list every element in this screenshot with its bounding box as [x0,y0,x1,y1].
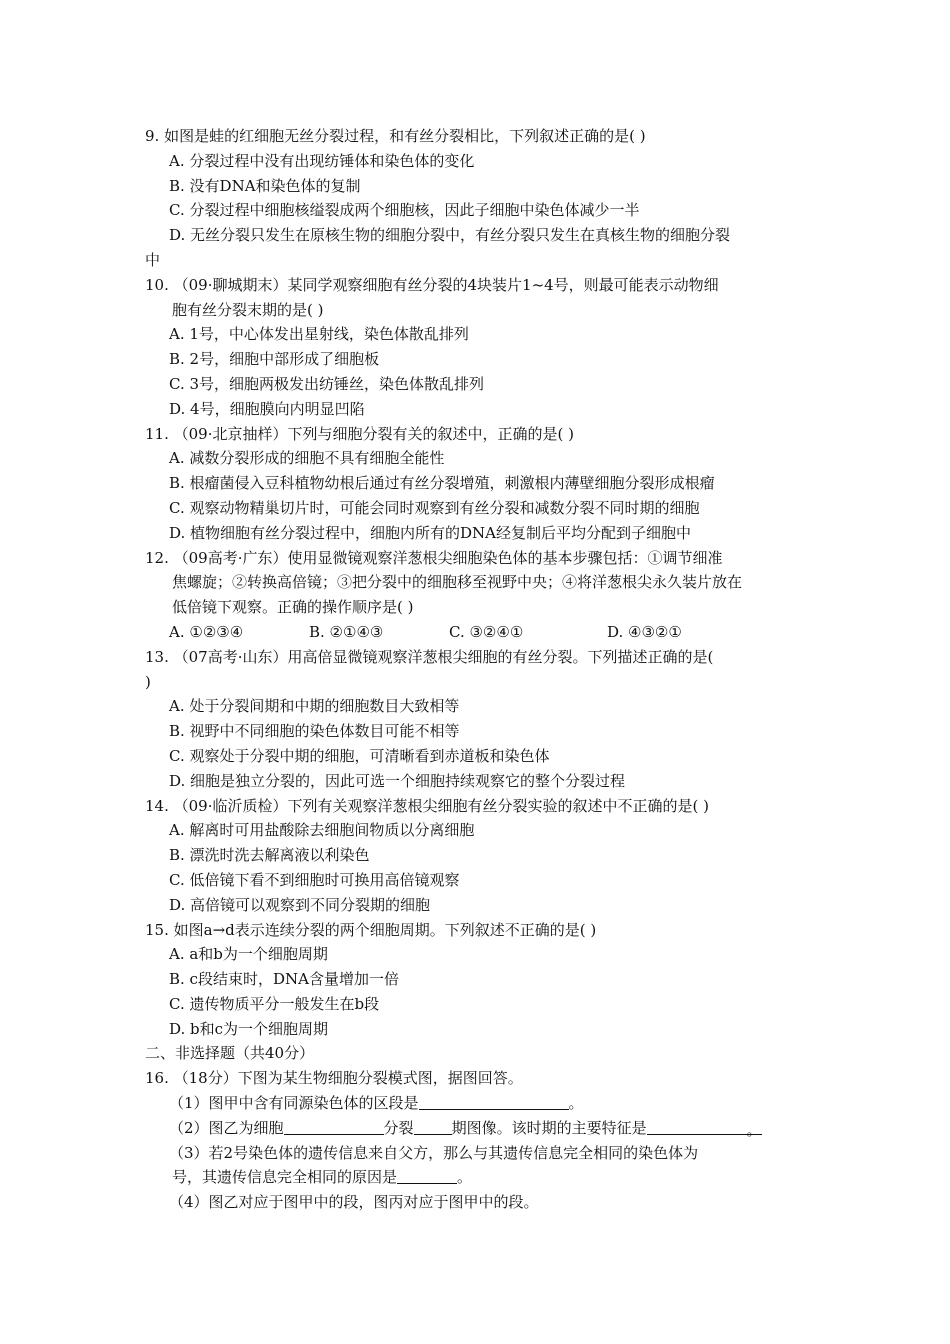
q15-option-d: D. b和c为一个细胞周期 [169,1019,329,1038]
q9-option-b: B. 没有DNA和染色体的复制 [169,176,361,195]
q10-option-c: C. 3号，细胞两极发出纺锤丝，染色体散乱排列 [169,374,485,393]
q16-part-3-text: 号，其遗传信息完全相同的原因是 [172,1168,398,1187]
q16-part-3-cont [145,1165,810,1190]
q9-option-a: A. 分裂过程中没有出现纺锤体和染色体的变化 [169,151,475,170]
q12-stem-cont-2: 低倍镜下观察。正确的操作顺序是( ) [172,598,414,617]
answer-blank[interactable] [397,1167,457,1184]
answer-blank[interactable] [414,1118,452,1135]
q16-part-1-end: 。 [568,1094,584,1113]
q12-stem-cont-1: 焦螺旋；②转换高倍镜；③把分裂中的细胞移至视野中央；④将洋葱根尖永久装片放在 [172,573,743,592]
q15-option-a: A. a和b为一个细胞周期 [169,945,328,964]
q13-stem-cont: ) [145,672,151,691]
q14-option-b: B. 漂洗时洗去解离液以利染色 [169,846,370,865]
q11-option-c: C. 观察动物精巢切片时，可能会同时观察到有丝分裂和减数分裂不同时期的细胞 [169,498,700,517]
q13-option-b: B. 视野中不同细胞的染色体数目可能不相等 [169,722,460,741]
q12-option-a: A. ①②③④ [169,622,244,641]
q15-option-c: C. 遗传物质平分一般发生在b段 [169,994,380,1013]
q10-stem: 10. （09·聊城期末）某同学观察细胞有丝分裂的4块装片1~4号，则最可能表示动物细 [145,275,719,294]
q10-option-d: D. 4号，细胞膜向内明显凹陷 [169,399,365,418]
q10-option-b: B. 2号，细胞中部形成了细胞板 [169,350,380,369]
q16-part-2-text: （2）图乙为细胞 [169,1118,284,1137]
answer-blank[interactable] [647,1118,747,1135]
q13-stem: 13. （07高考·山东）用高倍显微镜观察洋葱根尖细胞的有丝分裂。下列描述正确的是( [145,647,714,666]
q16-stem: 16. （18分）下图为某生物细胞分裂模式图，据图回答。 [145,1069,523,1088]
q11-stem: 11. （09·北京抽样）下列与细胞分裂有关的叙述中，正确的是( ) [145,424,574,443]
q9-option-c: C. 分裂过程中细胞核缢裂成两个细胞核，因此子细胞中染色体减少一半 [169,201,640,220]
q14-option-d: D. 高倍镜可以观察到不同分裂期的细胞 [169,895,431,914]
q13-option-d: D. 细胞是独立分裂的，因此可选一个细胞持续观察它的整个分裂过程 [169,771,626,790]
q14-option-c: C. 低倍镜下看不到细胞时可换用高倍镜观察 [169,870,460,889]
q16-part-2-end: 。 [747,1118,762,1135]
q16-part-2-mid1: 分裂 [383,1118,414,1137]
q10-option-a: A. 1号，中心体发出星射线，染色体散乱排列 [169,325,469,344]
q13-option-a: A. 处于分裂间期和中期的细胞数目大致相等 [169,697,460,716]
q16-part-2-mid2: 期图像。该时期的主要特征是 [451,1118,647,1137]
q12-option-b: B. ②①④③ [309,622,384,641]
q16-part-1-text: （1）图甲中含有同源染色体的区段是 [169,1094,419,1113]
q16-part-1 [145,1091,810,1116]
q15-option-b: B. c段结束时，DNA含量增加一倍 [169,970,399,989]
answer-blank[interactable] [419,1093,569,1110]
question-list [145,124,810,1215]
q16-part-3-end: 。 [457,1168,473,1187]
q12-options [145,620,810,645]
q9-option-d-cont: 中 [145,250,161,269]
q10-stem-cont: 胞有丝分裂末期的是( ) [172,300,324,319]
q16-part-4: （4）图乙对应于图甲中的段，图丙对应于图甲中的段。 [169,1193,539,1212]
q11-option-b: B. 根瘤菌侵入豆科植物幼根后通过有丝分裂增殖，刺激根内薄壁细胞分裂形成根瘤 [169,474,715,493]
q16-part-2 [145,1116,810,1141]
q9-option-d: D. 无丝分裂只发生在原核生物的细胞分裂中，有丝分裂只发生在真核生物的细胞分裂 [169,226,731,245]
q14-option-a: A. 解离时可用盐酸除去细胞间物质以分离细胞 [169,821,475,840]
q11-option-d: D. 植物细胞有丝分裂过程中，细胞内所有的DNA经复制后平均分配到子细胞中 [169,523,692,542]
q12-option-d: D. ④③②① [607,622,682,641]
q9-stem: 9. 如图是蛙的红细胞无丝分裂过程，和有丝分裂相比，下列叙述正确的是( ) [145,127,646,145]
q15-stem: 15. 如图a→d表示连续分裂的两个细胞周期。下列叙述不正确的是( ) [145,920,597,939]
q13-option-c: C. 观察处于分裂中期的细胞，可清晰看到赤道板和染色体 [169,746,550,765]
q12-option-c: C. ③②④① [449,622,524,641]
q11-option-a: A. 减数分裂形成的细胞不具有细胞全能性 [169,449,445,468]
answer-blank[interactable] [284,1118,384,1135]
q14-stem: 14. （09·临沂质检）下列有关观察洋葱根尖细胞有丝分裂实验的叙述中不正确的是( ) [145,796,709,815]
section-heading: 二、非选择题（共40分） [145,1044,315,1063]
q16-part-3: （3）若2号染色体的遗传信息来自父方，那么与其遗传信息完全相同的染色体为 [169,1143,699,1162]
q12-stem: 12. （09高考·广东）使用显微镜观察洋葱根尖细胞染色体的基本步骤包括：①调节细准 [145,548,723,567]
